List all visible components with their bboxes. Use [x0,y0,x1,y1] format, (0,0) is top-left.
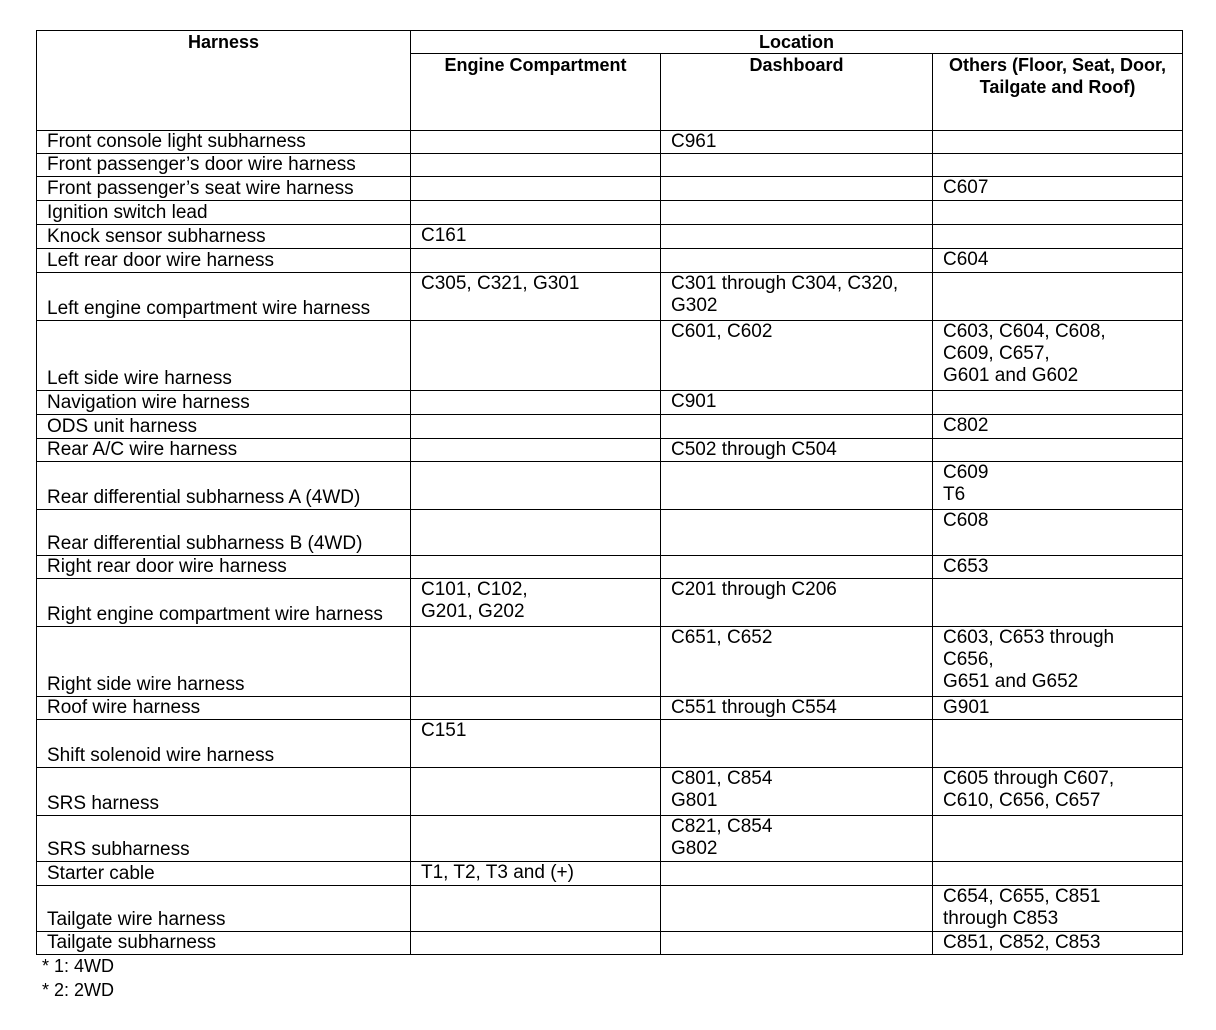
engine-compartment-cell [411,439,661,462]
table-row [37,816,1183,862]
table-row [37,932,1183,955]
table-row [37,177,1183,201]
engine-compartment-cell: T1, T2, T3 and (+) [411,862,661,886]
engine-compartment-cell [411,177,661,201]
harness-name-cell: Right rear door wire harness [37,556,411,579]
dashboard-cell [661,720,933,768]
table-row [37,321,1183,391]
dashboard-cell [661,225,933,249]
harness-name-cell: Rear differential subharness A (4WD) [37,462,411,510]
engine-compartment-cell [411,462,661,510]
dashboard-cell [661,556,933,579]
harness-name-cell: SRS harness [37,768,411,816]
harness-name-cell: Tailgate wire harness [37,886,411,932]
others-cell: C604 [933,249,1183,273]
header-row-top [37,31,1183,54]
harness-name-cell: Left engine compartment wire harness [37,273,411,321]
table-row [37,627,1183,697]
others-cell: C802 [933,415,1183,439]
dashboard-cell [661,510,933,556]
engine-compartment-cell [411,201,661,225]
harness-name-cell: Knock sensor subharness [37,225,411,249]
dashboard-cell [661,201,933,225]
dashboard-cell: C901 [661,391,933,415]
dashboard-cell [661,932,933,955]
harness-name-cell: Rear differential subharness B (4WD) [37,510,411,556]
table-row [37,225,1183,249]
dashboard-cell: C551 through C554 [661,697,933,720]
table-row [37,273,1183,321]
engine-compartment-cell: C101, C102, G201, G202 [411,579,661,627]
harness-name-cell: Front passenger’s door wire harness [37,154,411,177]
harness-name-cell: Front passenger’s seat wire harness [37,177,411,201]
harness-name-cell: SRS subharness [37,816,411,862]
footnote-2wd: * 2: 2WD [42,980,115,1000]
harness-column-header: Harness [37,31,411,131]
location-column-header: Location [411,31,1183,54]
harness-name-cell: Rear A/C wire harness [37,439,411,462]
engine-compartment-cell [411,627,661,697]
engine-compartment-cell [411,932,661,955]
dashboard-cell [661,249,933,273]
engine-compartment-cell: C305, C321, G301 [411,273,661,321]
table-row [37,862,1183,886]
dashboard-cell: C651, C652 [661,627,933,697]
table-row [37,768,1183,816]
dashboard-header: Dashboard [661,54,933,131]
engine-compartment-cell: C151 [411,720,661,768]
table-body [37,131,1183,955]
table-row [37,439,1183,462]
harness-name-cell: Roof wire harness [37,697,411,720]
table-row [37,131,1183,154]
table-row [37,697,1183,720]
table-row [37,201,1183,225]
engine-compartment-cell [411,321,661,391]
engine-compartment-cell [411,249,661,273]
engine-compartment-header: Engine Compartment [411,54,661,131]
dashboard-cell [661,862,933,886]
others-cell: G901 [933,697,1183,720]
engine-compartment-cell: C161 [411,225,661,249]
dashboard-cell: C201 through C206 [661,579,933,627]
engine-compartment-cell [411,697,661,720]
table-row [37,510,1183,556]
engine-compartment-cell [411,886,661,932]
table-row [37,391,1183,415]
engine-compartment-cell [411,556,661,579]
others-cell [933,720,1183,768]
others-cell: C609 T6 [933,462,1183,510]
table-row [37,415,1183,439]
table-row [37,579,1183,627]
others-cell: C603, C604, C608, C609, C657, G601 and G602 [933,321,1183,391]
others-cell: C851, C852, C853 [933,932,1183,955]
harness-name-cell: Right side wire harness [37,627,411,697]
dashboard-cell [661,154,933,177]
others-header: Others (Floor, Seat, Door, Tailgate and Roof) [933,54,1183,131]
harness-name-cell: Front console light subharness [37,131,411,154]
others-cell [933,154,1183,177]
dashboard-cell: C961 [661,131,933,154]
dashboard-cell: C801, C854 G801 [661,768,933,816]
engine-compartment-cell [411,768,661,816]
others-cell [933,131,1183,154]
footnote-4wd: * 1: 4WD [42,956,115,976]
dashboard-cell [661,177,933,201]
table-row [37,556,1183,579]
harness-name-cell: Shift solenoid wire harness [37,720,411,768]
table-row [37,720,1183,768]
harness-name-cell: Starter cable [37,862,411,886]
dashboard-cell [661,415,933,439]
table-row [37,462,1183,510]
dashboard-cell [661,886,933,932]
engine-compartment-cell [411,510,661,556]
others-cell: C605 through C607, C610, C656, C657 [933,768,1183,816]
harness-location-table [36,30,1183,955]
others-cell: C654, C655, C851 through C853 [933,886,1183,932]
dashboard-cell: C601, C602 [661,321,933,391]
harness-name-cell: ODS unit harness [37,415,411,439]
dashboard-cell: C502 through C504 [661,439,933,462]
table-row [37,249,1183,273]
others-cell: C653 [933,556,1183,579]
engine-compartment-cell [411,154,661,177]
engine-compartment-cell [411,415,661,439]
others-cell [933,225,1183,249]
others-cell: C607 [933,177,1183,201]
others-cell [933,579,1183,627]
dashboard-cell: C821, C854 G802 [661,816,933,862]
dashboard-cell [661,462,933,510]
footnotes [42,954,114,1002]
table-row [37,886,1183,932]
harness-name-cell: Tailgate subharness [37,932,411,955]
engine-compartment-cell [411,816,661,862]
others-cell: C608 [933,510,1183,556]
harness-name-cell: Navigation wire harness [37,391,411,415]
others-cell [933,273,1183,321]
others-cell [933,862,1183,886]
others-cell: C603, C653 through C656, G651 and G652 [933,627,1183,697]
dashboard-cell: C301 through C304, C320, G302 [661,273,933,321]
harness-name-cell: Right engine compartment wire harness [37,579,411,627]
others-cell [933,391,1183,415]
others-cell [933,439,1183,462]
harness-name-cell: Left side wire harness [37,321,411,391]
table-row [37,154,1183,177]
others-cell [933,201,1183,225]
engine-compartment-cell [411,391,661,415]
engine-compartment-cell [411,131,661,154]
harness-name-cell: Ignition switch lead [37,201,411,225]
harness-name-cell: Left rear door wire harness [37,249,411,273]
others-cell [933,816,1183,862]
